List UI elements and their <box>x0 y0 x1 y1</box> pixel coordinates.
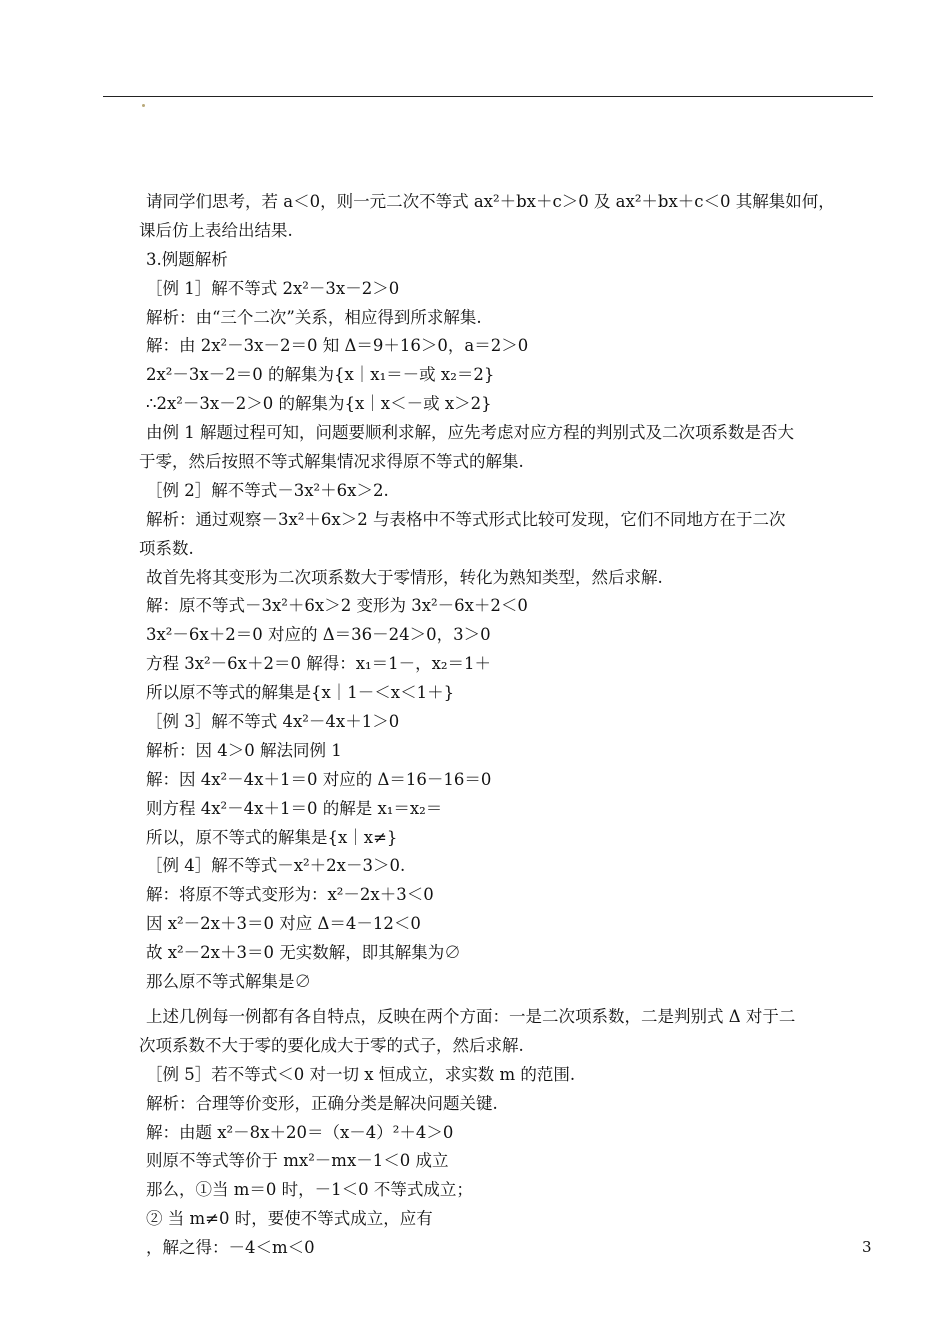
text-line: 那么，①当 m＝0 时，－1＜0 不等式成立； <box>146 1180 473 1200</box>
text-line: 解：由题 x²－8x＋20＝（x－4）²＋4＞0 <box>146 1122 454 1142</box>
page-number: 3 <box>862 1238 872 1256</box>
text-line: 于零，然后按照不等式解集情况求得原不等式的解集. <box>139 452 524 472</box>
text-line: 3x²－6x＋2＝0 对应的 Δ＝36－24＞0，3＞0 <box>146 625 491 645</box>
header-dot <box>142 104 145 107</box>
text-line: 2x²－3x－2＝0 的解集为{x｜x₁＝－或 x₂＝2} <box>146 365 495 385</box>
text-line: ② 当 m≠0 时，要使不等式成立，应有 <box>146 1209 433 1229</box>
text-line: 上述几例每一例都有各自特点，反映在两个方面：一是二次项系数，二是判别式 Δ 对于二 <box>146 1006 796 1026</box>
text-line: 解：因 4x²－4x＋1＝0 对应的 Δ＝16－16＝0 <box>146 769 492 789</box>
text-line: ［例 3］解不等式 4x²－4x＋1＞0 <box>146 712 400 732</box>
text-line: 则方程 4x²－4x＋1＝0 的解是 x₁＝x₂＝ <box>146 798 443 818</box>
text-line: 解析：通过观察－3x²＋6x＞2 与表格中不等式形式比较可发现，它们不同地方在于二次 <box>146 509 786 529</box>
text-line: 那么原不等式解集是∅ <box>146 972 311 992</box>
text-line: 故首先将其变形为二次项系数大于零情形，转化为熟知类型，然后求解. <box>146 567 663 587</box>
text-line: 解：将原不等式变形为：x²－2x＋3＜0 <box>146 885 434 905</box>
text-line: 所以原不等式的解集是{x｜1－＜x＜1＋} <box>146 683 455 703</box>
text-line: 则原不等式等价于 mx²－mx－1＜0 成立 <box>146 1151 449 1171</box>
text-line: 解：原不等式－3x²＋6x＞2 变形为 3x²－6x＋2＜0 <box>146 596 528 616</box>
text-line: ，解之得：－4＜m＜0 <box>146 1238 315 1258</box>
text-line: ［例 4］解不等式－x²＋2x－3＞0. <box>146 856 406 876</box>
text-line: 由例 1 解题过程可知，问题要顺利求解，应先考虑对应方程的判别式及二次项系数是否大 <box>146 423 794 443</box>
header-rule <box>103 96 873 97</box>
text-line: 故 x²－2x＋3＝0 无实数解，即其解集为∅ <box>146 943 461 963</box>
text-line: 课后仿上表给出结果. <box>139 220 293 240</box>
text-line: ［例 1］解不等式 2x²－3x－2＞0 <box>146 278 400 298</box>
text-line: 项系数. <box>139 538 194 558</box>
text-line: ［例 5］若不等式＜0 对一切 x 恒成立，求实数 m 的范围. <box>146 1064 576 1084</box>
text-line: 解析：因 4＞0 解法同例 1 <box>146 740 342 760</box>
text-line: 因 x²－2x＋3＝0 对应 Δ＝4－12＜0 <box>146 914 421 934</box>
text-line: 请同学们思考，若 a＜0，则一元二次不等式 ax²＋bx＋c＞0 及 ax²＋bx＋c＜0 其解集如何， <box>146 192 835 211</box>
text-line: ∴2x²－3x－2＞0 的解集为{x｜x＜－或 x＞2} <box>146 394 492 414</box>
document-body <box>139 188 878 1263</box>
text-line: ［例 2］解不等式－3x²＋6x＞2. <box>146 480 389 500</box>
text-line: 解析：由“三个二次”关系，相应得到所求解集. <box>146 307 482 327</box>
text-line: 3.例题解析 <box>146 249 228 269</box>
text-line: 次项系数不大于零的要化成大于零的式子，然后求解. <box>139 1035 524 1055</box>
text-line: 解：由 2x²－3x－2＝0 知 Δ＝9＋16＞0，a＝2＞0 <box>146 336 529 356</box>
text-line: 方程 3x²－6x＋2＝0 解得：x₁＝1－，x₂＝1＋ <box>146 654 492 674</box>
text-line: 解析：合理等价变形，正确分类是解决问题关键. <box>146 1093 498 1113</box>
text-line: 所以，原不等式的解集是{x｜x≠} <box>146 827 398 847</box>
